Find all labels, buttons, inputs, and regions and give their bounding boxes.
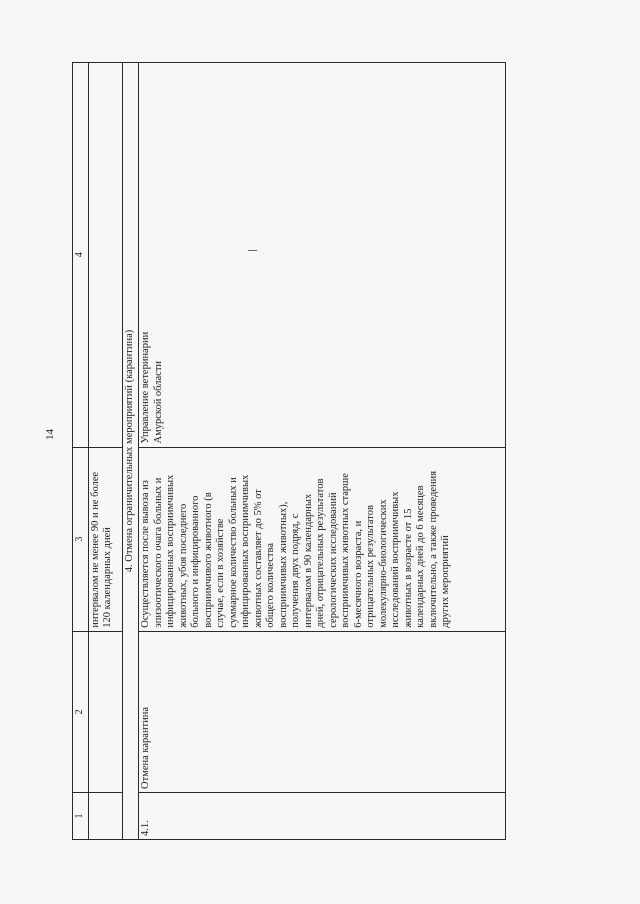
responsible-line: Амурской области: [152, 360, 164, 444]
conditions-line: серологических исследований: [327, 492, 339, 628]
continuation-line: 120 календарных дней: [102, 527, 114, 628]
header-cell-1: 1: [73, 792, 89, 839]
continuation-row: [88, 63, 122, 840]
conditions-line: восприимчивых животных старше: [340, 473, 352, 628]
header-cell-4: 4: [73, 63, 89, 448]
continuation-number-cell: [88, 792, 122, 839]
conditions-line: молекулярно-биологических: [377, 499, 389, 628]
conditions-line: больного и инфицированного: [190, 495, 202, 628]
conditions-line: суммарное количество больных и: [227, 477, 239, 628]
page-number: 14: [44, 429, 56, 440]
conditions-line: других мероприятий: [440, 535, 452, 628]
continuation-line: интервалом не менее 90 и не более: [89, 471, 101, 628]
conditions-line: интервалом в 90 календарных: [302, 493, 314, 628]
measures-table: [72, 62, 506, 840]
conditions-line: восприимчивого животного (в: [202, 492, 214, 628]
continuation-conditions-cell: [88, 447, 122, 631]
conditions-line: инфицированных восприимчивых: [240, 474, 252, 628]
conditions-line: получения двух подряд, с: [290, 513, 302, 628]
conditions-line: эпизоотического очага больных и: [152, 477, 164, 628]
continuation-responsible-cell: [88, 63, 122, 448]
header-cell-3: 3: [73, 447, 89, 631]
continuation-event-cell: [88, 631, 122, 792]
conditions-line: случае, если в хозяйстве: [215, 518, 227, 628]
conditions-line: общего количества: [265, 543, 277, 628]
document-table-area: [72, 62, 506, 840]
table-row: [139, 63, 506, 840]
row-number: 4.1.: [139, 792, 506, 839]
conditions-line: календарных дней до 6 месяцев: [415, 485, 427, 628]
section-title: 4. Отмена ограничительных мероприятий (карантина): [122, 63, 138, 840]
conditions-line: дней, отрицательных результатов: [315, 478, 327, 628]
responsible-line: Управление ветеринарии: [140, 331, 152, 444]
header-cell-2: 2: [73, 631, 89, 792]
section-title-row: [122, 63, 138, 840]
conditions-line: 6-месячного возраста, и: [352, 520, 364, 628]
conditions-line: животных в возрасте от 15: [402, 508, 414, 628]
conditions-line: инфицированных восприимчивых: [165, 474, 177, 628]
row-conditions: [139, 447, 506, 631]
conditions-line: восприимчивых животных),: [277, 501, 289, 628]
conditions-line: исследований восприимчивых: [390, 491, 402, 628]
row-responsible: [139, 63, 506, 448]
conditions-line: животных составляет до 5% от: [252, 489, 264, 628]
conditions-line: животных, убоя последнего: [177, 503, 189, 628]
conditions-line: отрицательных результатов: [365, 505, 377, 628]
table-header-row: [73, 63, 89, 840]
row-event: Отмена карантина: [139, 631, 506, 792]
dash-mark: [248, 250, 257, 251]
conditions-line: Осуществляется после вывоза из: [140, 480, 152, 628]
conditions-line: включительно, а также проведения: [427, 470, 439, 628]
